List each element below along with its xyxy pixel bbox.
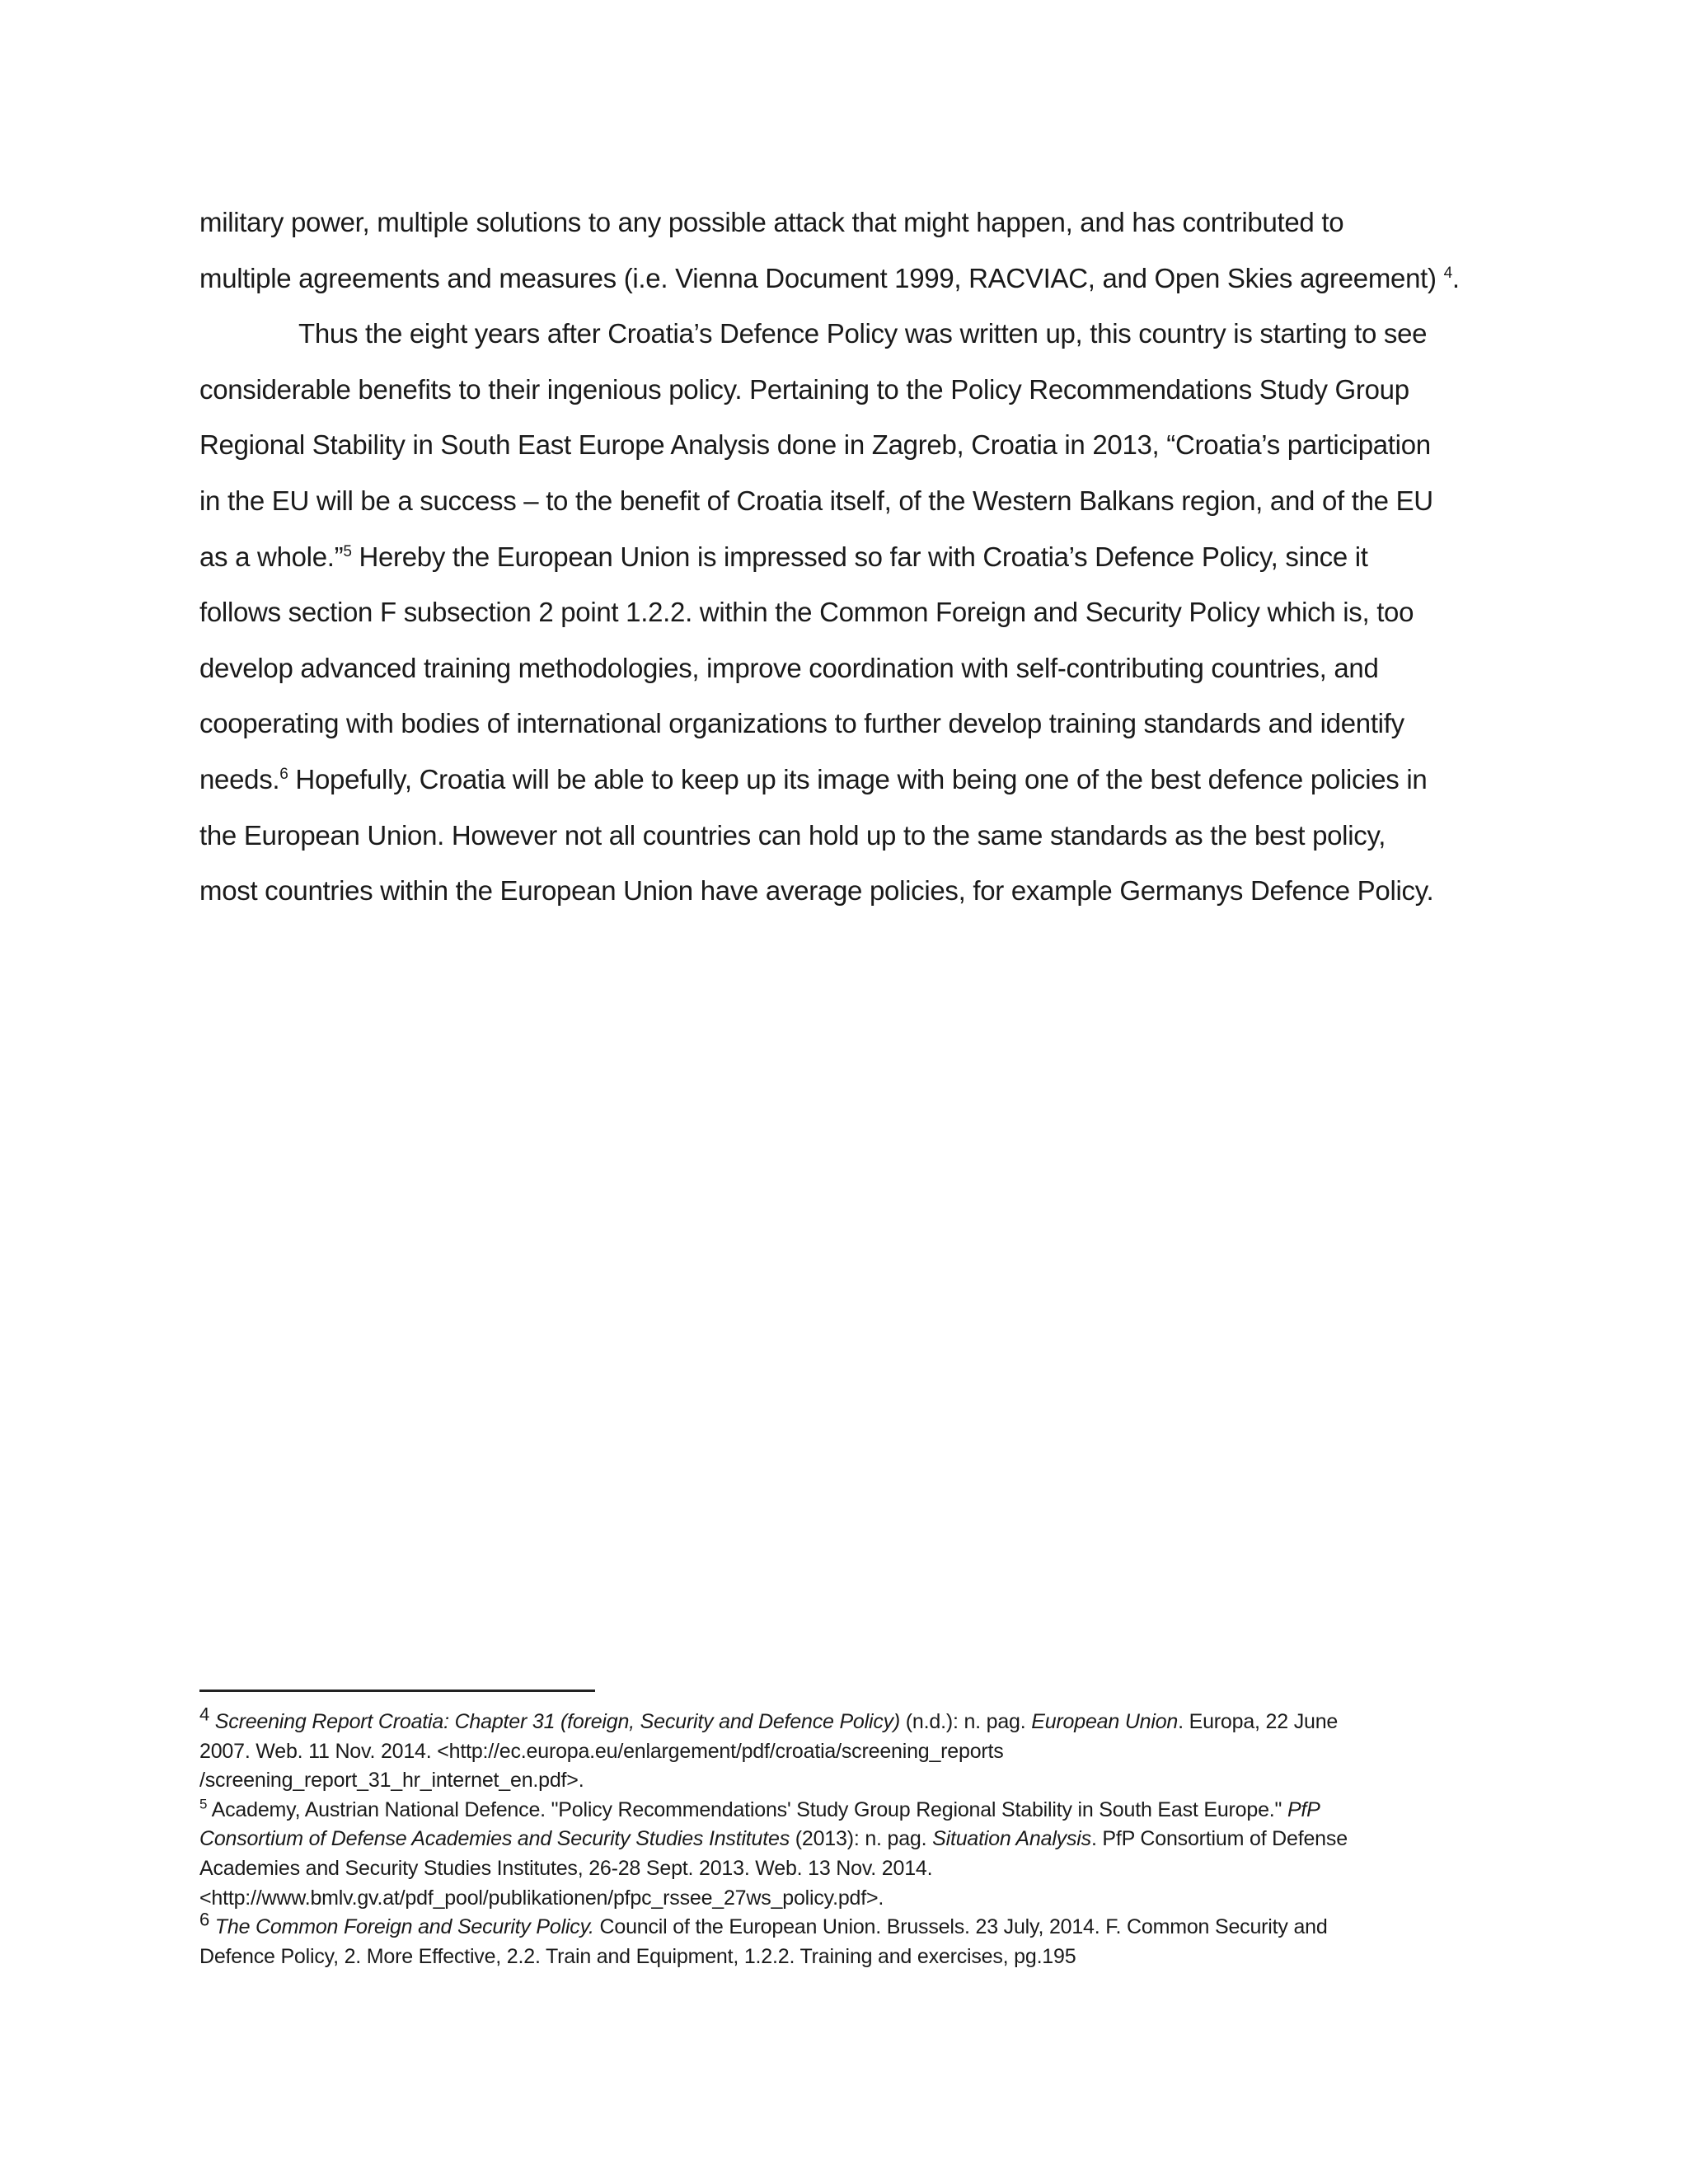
text-span: . PfP Consortium of Defense xyxy=(1090,1827,1348,1851)
footnote-title: Screening Report Croatia: Chapter 31 (foreign, Security and Defence Policy) xyxy=(214,1710,901,1733)
footnote-ref-5: 5 xyxy=(343,542,352,560)
text-span: most countries within the European Union have average policies, for example Germanys Defence Policy. xyxy=(199,875,1434,907)
footnote-publisher: European Union xyxy=(1031,1710,1179,1733)
text-span: Situation Analysis xyxy=(932,1827,1091,1851)
text-span: Regional Stability in South East Europe Analysis done in Zagreb, Croatia in 2013, “Croatia’s participation xyxy=(199,429,1431,461)
body-line xyxy=(199,752,1502,808)
body-text xyxy=(199,194,1502,919)
footnote-separator xyxy=(199,1690,595,1692)
footnote-ref-4: 4 xyxy=(1443,264,1452,282)
footnote-title: Consortium of Defense Academies and Security Studies Institutes xyxy=(199,1827,790,1851)
footnote-5-line: <http://www.bmlv.gv.at/pdf_pool/publikationen/pfpc_rssee_27ws_policy.pdf>. xyxy=(199,1886,884,1910)
text-span: Hereby the European Union is impressed so far with Croatia’s Defence Policy, since it xyxy=(351,541,1368,572)
footnote-5 xyxy=(199,1796,1518,1825)
body-line xyxy=(199,808,1502,864)
footnotes xyxy=(199,1704,1518,1971)
text-span: Hopefully, Croatia will be able to keep up its image with being one of the best defence policies in xyxy=(288,763,1428,794)
footnote-5-line: Academies and Security Studies Institutes, 26-28 Sept. 2013. Web. 13 Nov. 2014. xyxy=(199,1856,933,1880)
text-span: military power, multiple solutions to any possible attack that might happen, and has contributed to xyxy=(199,207,1344,237)
body-line xyxy=(199,584,1502,640)
text-span: PfP xyxy=(1287,1797,1320,1821)
text-span: (2013): n. pag. xyxy=(790,1827,933,1851)
text-span: cooperating with bodies of international organizations to further develop training standards and identify xyxy=(199,708,1404,739)
text-span: follows section F subsection 2 point 1.2.2. within the Common Foreign and Security Policy which is, too xyxy=(199,597,1414,628)
body-line xyxy=(199,696,1502,752)
body-line xyxy=(199,473,1502,529)
footnote-number: 6 xyxy=(199,1909,210,1930)
text-span: in the EU will be a success – to the benefit of Croatia itself, of the Western Balkans region, and of the EU xyxy=(199,485,1433,516)
footnote-4-line: 2007. Web. 11 Nov. 2014. <http://ec.europa.eu/enlargement/pdf/croatia/screening_reports xyxy=(199,1739,1004,1763)
footnote-4-line: /screening_report_31_hr_internet_en.pdf>. xyxy=(199,1769,584,1793)
body-line xyxy=(199,417,1502,473)
footnote-ref-6: 6 xyxy=(279,765,288,783)
footnote-6 xyxy=(199,1909,1518,1943)
body-line xyxy=(199,306,1502,362)
footnote-title: The Common Foreign and Security Policy. xyxy=(214,1915,594,1939)
text-span: multiple agreements and measures (i.e. Vienna Document 1999, RACVIAC, and Open Skies agreement) xyxy=(199,262,1437,293)
text-span: Council of the European Union. Brussels. 23 July, 2014. F. Common Security and xyxy=(593,1915,1328,1939)
text-span: develop advanced training methodologies, improve coordination with self-contributing countries, and xyxy=(199,652,1379,683)
body-line xyxy=(199,863,1502,919)
body-line xyxy=(199,362,1502,418)
footnote-6-line: Defence Policy, 2. More Effective, 2.2. Train and Equipment, 1.2.2. Training and exercises, pg.195 xyxy=(199,1944,1076,1968)
text-span: Thus the eight years after Croatia’s Defence Policy was written up, this country is starting to see xyxy=(298,318,1428,349)
text-span: . xyxy=(1451,262,1460,293)
body-line xyxy=(199,529,1502,585)
body-line xyxy=(199,640,1502,696)
body-line xyxy=(199,194,1502,251)
text-span: Academy, Austrian National Defence. "Policy Recommendations' Study Group Regional Stability in South East Europe." xyxy=(207,1797,1287,1821)
text-span: considerable benefits to their ingenious policy. Pertaining to the Policy Recommendations Study Group xyxy=(199,373,1409,405)
footnote-number: 5 xyxy=(199,1796,208,1812)
text-span: as a whole.” xyxy=(199,541,344,572)
text-span: (n.d.): n. pag. xyxy=(900,1710,1032,1733)
footnote-number: 4 xyxy=(199,1704,210,1725)
body-line xyxy=(199,251,1502,307)
footnote-5-line xyxy=(199,1825,1518,1854)
text-span: . Europa, 22 June xyxy=(1178,1710,1339,1733)
text-span: the European Union. However not all countries can hold up to the same standards as the best policy, xyxy=(199,819,1386,851)
text-span: needs. xyxy=(199,763,280,794)
footnote-4 xyxy=(199,1704,1518,1737)
